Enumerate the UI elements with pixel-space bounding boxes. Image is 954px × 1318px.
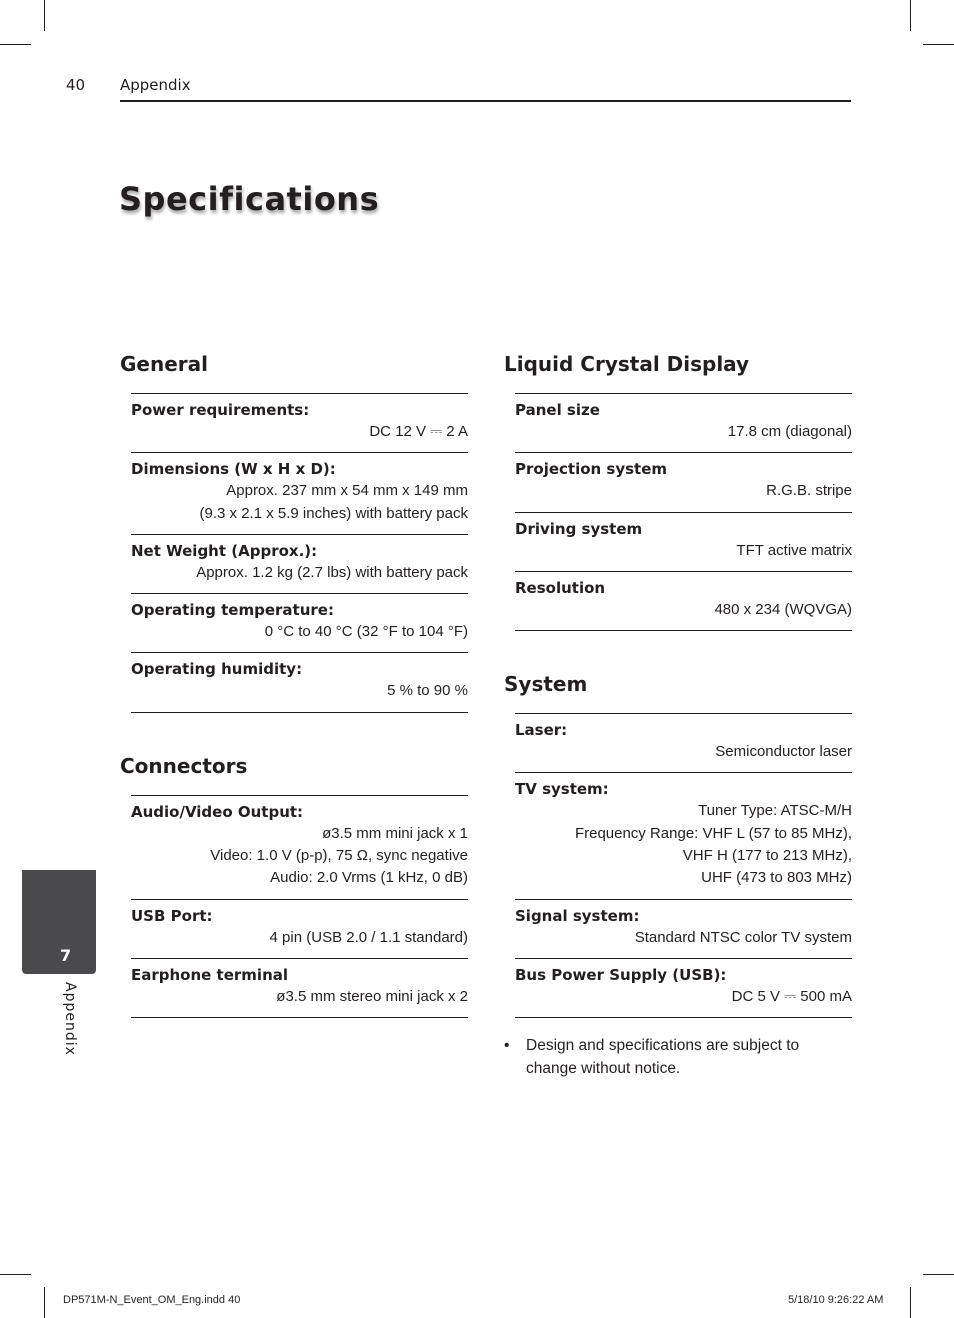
- side-chapter-tab: [22, 870, 96, 974]
- spec-value: 0 °C to 40 °C (32 °F to 104 °F): [264, 623, 468, 641]
- spec-row: [515, 513, 852, 572]
- spec-row: [515, 959, 852, 1018]
- right-column: [504, 351, 852, 1080]
- header-section-label: Appendix: [120, 76, 191, 94]
- chapter-number: 7: [60, 946, 72, 965]
- page-number: 40: [66, 76, 86, 94]
- spec-label: Operating humidity:: [131, 660, 303, 679]
- spec-row: [131, 653, 468, 712]
- spec-value: Frequency Range: VHF L (57 to 85 MHz),: [574, 824, 852, 842]
- spec-row: [515, 714, 852, 773]
- spec-label: Bus Power Supply (USB):: [515, 965, 727, 984]
- page-title: Specifications: [119, 180, 380, 218]
- spec-value: DC 12 V ⎓ 2 A: [369, 423, 468, 440]
- note-line-1: Design and specifications are subject to: [526, 1037, 800, 1055]
- spec-label: Projection system: [515, 460, 668, 479]
- spec-value: ø3.5 mm stereo mini jack x 2: [276, 987, 468, 1005]
- crop-mark: [44, 0, 45, 31]
- spec-table: [131, 795, 468, 1018]
- spec-table: [515, 393, 852, 631]
- spec-table: [515, 713, 852, 1018]
- spec-value: UHF (473 to 803 MHz): [701, 869, 852, 887]
- spec-value: 17.8 cm (diagonal): [727, 423, 852, 440]
- spec-value: Audio: 2.0 Vrms (1 kHz, 0 dB): [270, 869, 468, 887]
- spec-table: [131, 393, 468, 713]
- spec-row: [515, 773, 852, 899]
- spec-row: [515, 394, 852, 453]
- spec-label: Net Weight (Approx.):: [131, 541, 318, 560]
- spec-label: TV system:: [515, 780, 609, 799]
- spec-label: Signal system:: [515, 906, 640, 925]
- spec-value: Video: 1.0 V (p-p), 75 Ω, sync negative: [210, 847, 468, 865]
- spec-value: TFT active matrix: [736, 541, 852, 559]
- crop-mark: [0, 44, 31, 45]
- footer-file-info: DP571M-N_Event_OM_Eng.indd 40: [63, 1294, 241, 1306]
- crop-mark: [923, 1274, 954, 1275]
- spec-value: 4 pin (USB 2.0 / 1.1 standard): [269, 928, 468, 946]
- spec-row: [515, 900, 852, 959]
- spec-value: Standard NTSC color TV system: [634, 928, 852, 946]
- spec-value: Approx. 1.2 kg (2.7 lbs) with battery pack: [196, 563, 468, 581]
- spec-row: [131, 959, 468, 1018]
- spec-value: Semiconductor laser: [715, 743, 852, 761]
- spec-label: Driving system: [515, 519, 643, 538]
- spec-label: Power requirements:: [131, 401, 310, 419]
- spec-value: 480 x 234 (WQVGA): [714, 600, 852, 618]
- spec-row: [131, 900, 468, 959]
- crop-mark: [923, 44, 954, 45]
- spec-label: USB Port:: [131, 906, 213, 925]
- section-heading: Liquid Crystal Display: [504, 352, 750, 376]
- left-column: [120, 351, 468, 1018]
- spec-value: 5 % to 90 %: [387, 682, 468, 700]
- spec-label: Earphone terminal: [131, 965, 289, 984]
- spec-value: VHF H (177 to 213 MHz),: [682, 847, 852, 865]
- spec-row: [515, 453, 852, 512]
- crop-mark: [44, 1287, 45, 1318]
- spec-row: [131, 535, 468, 594]
- spec-row: [131, 594, 468, 653]
- section-heading: Connectors: [120, 753, 248, 778]
- spec-value: (9.3 x 2.1 x 5.9 inches) with battery pack: [199, 504, 468, 522]
- spec-value: R.G.B. stripe: [766, 482, 852, 500]
- spec-value: ø3.5 mm mini jack x 1: [322, 824, 468, 842]
- spec-label: Operating temperature:: [131, 601, 334, 620]
- header-rule: [120, 100, 851, 102]
- spec-note: [504, 1034, 852, 1080]
- spec-label: Resolution: [515, 578, 606, 597]
- note-text: [526, 1034, 799, 1080]
- section-heading: General: [120, 352, 208, 376]
- footer-timestamp: 5/18/10 9:26:22 AM: [788, 1294, 884, 1306]
- spec-label: Dimensions (W x H x D):: [131, 460, 336, 479]
- crop-mark: [910, 0, 911, 31]
- crop-mark: [0, 1274, 31, 1275]
- spec-row: [515, 572, 852, 631]
- spec-label: Audio/Video Output:: [131, 802, 304, 821]
- spec-label: Panel size: [515, 401, 600, 419]
- spec-value: DC 5 V ⎓ 500 mA: [731, 987, 852, 1005]
- note-line-2: change without notice.: [526, 1060, 681, 1078]
- spec-value: Approx. 237 mm x 54 mm x 149 mm: [226, 482, 468, 500]
- chapter-label: Appendix: [62, 982, 78, 1056]
- section-gap: [120, 713, 468, 753]
- section-gap: [504, 631, 852, 671]
- crop-mark: [910, 1287, 911, 1318]
- spec-row: [131, 394, 468, 453]
- spec-row: [131, 453, 468, 535]
- section-heading: System: [504, 672, 588, 697]
- spec-label: Laser:: [515, 721, 568, 740]
- spec-row: [131, 796, 468, 900]
- note-bullet: •: [504, 1037, 510, 1055]
- spec-value: Tuner Type: ATSC-M/H: [698, 802, 852, 820]
